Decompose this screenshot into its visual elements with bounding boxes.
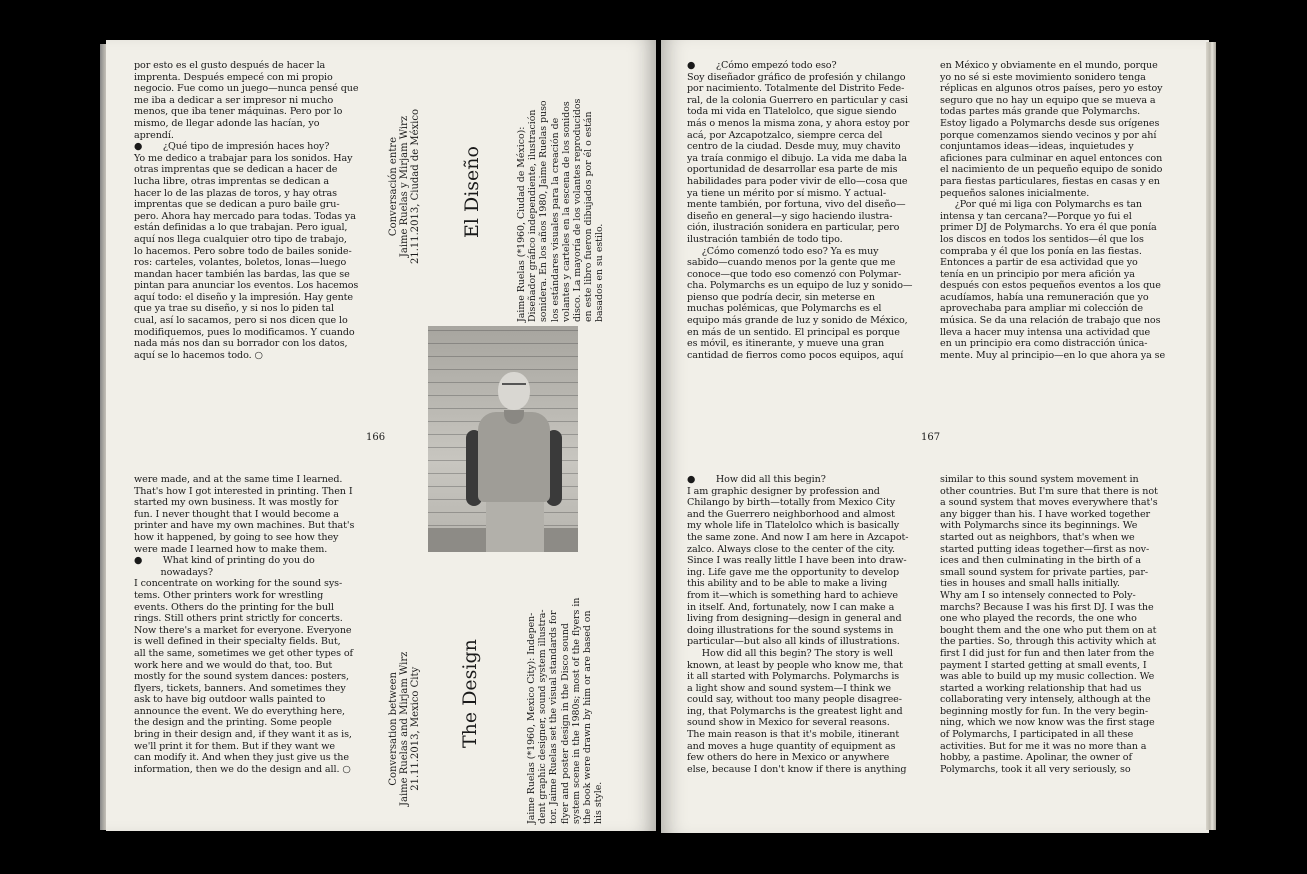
left-page (106, 40, 656, 831)
page-number-left: 166 (366, 432, 386, 443)
spanish-text-column: por esto es el gusto después de hacer la imprenta. Después empecé con mi propio negocio. Fue como un juego—nunca pensé que me iba a dedicar a ser impresor ni mucho menos, que iba tener máquinas. Pero por lo mismo, de llegar adonde las hacían, yo aprendí. ● ¿Qué tipo de impresión haces hoy? Yo me dedico a trabajar para los sonidos. Hay otras imprentas que se dedican a hacer de lucha libre, otras imprentas se dedican a hacer lo de las plazas de toros, y hay otras imprentas que se dedican a puro baile gru- pero. Ahora hay mercado para todas. Todas ya están definidas a lo que trabajan. Pero igual, aquí nos llega cualquier otro tipo de trabajo, lo hacemos. Pero sobre todo de bailes sonide- ros: carteles, volantes, boletos, lonas—luego mandan hacer también las bardas, las que se pintan para anunciar los eventos. Los hacemos aquí todo: el diseño y la impresión. Hay gente que ya trae su diseño, y si nos lo piden tal cual, así lo sacamos, pero si nos dicen que lo modifiquemos, pues lo modificamos. Y cuando nada más nos dan su borrador con los datos, aquí se lo hacemos todo. ○ (134, 60, 359, 361)
spanish-conversation-meta: Conversación entre Jaime Ruelas y Mirjam Wirz 21.11.2013, Ciudad de México (388, 109, 421, 264)
english-column-1: ● How did all this begin? I am graphic designer by profession and Chilango by birth—totally from Mexico City and the Guerrero neighborhood and almost my whole life in Tlatelolco which is basically the same zone. And now I am here in Azcapot- zalco. Always close to the center of the city. Since I was really little I have been into draw- ing. Life gave me the opportunity to develop this ability and to be able to make a living from it—which is something hard to achieve in itself. And, fortunately, now I can make a living from designing—design in general and doing illustrations for the sound systems in particular—but also all kinds of illustrations. How did all this begin? The story is well known, at least by people who know me, that it all started with Polymarchs. Polymarchs is a light show and sound system—I think we could say, without too many people disagree- ing, that Polymarchs is the greatest light and sound show in Mexico for several reasons. The main reason is that it's mobile, itinerant and moves a huge quantity of equipment as few others do here in Mexico or anywhere else, because I don't know if there is anything (687, 474, 909, 775)
english-text-column: were made, and at the same time I learned. That's how I got interested in printing. Then I started my own business. It was mostly for fun. I never thought that I would become a printer and have my own machines. But that's how it happened, by going to see how they were made I learned how to make them. ● What kind of printing do you do nowadays? I concentrate on working for the sound sys- tems. Other printers work for wrestling events. Others do the printing for the bull rings. Still others print strictly for concerts. Now there's a market for everyone. Everyone is well defined in their specialty fields. But, all the same, sometimes we get other types of work here and we would do that, too. But mostly for the sound system dances: posters, flyers, tickets, banners. And sometimes they ask to have big outdoor walls painted to announce the event. We do everything here, the design and the printing. Some people bring in their design and, if they want it as is, we'll print it for them. But if they want we can modify it. And when they just give us the information, then we do the design and all. ○ (134, 474, 355, 775)
spanish-title: El Diseño (461, 146, 483, 238)
english-column-2: similar to this sound system movement in other countries. But I'm sure that there is not a sound system that moves everywhere that's any bigger than his. I have worked together with Polymarchs since its beginnings. We started out as neighbors, that's when we started putting ideas together—first as nov- ices and then culminating in the birth of a small sound system for private parties, par- ties in houses and small halls initially. Why am I so intensely connected to Poly- marchs? Because I was his first DJ. I was the one who played the records, the one who bought them and the one who put them on at the parties. So, through this activity which at first I did just for fun and then later from the payment I started getting at small events, I was able to build up my music collection. We started a working relationship that had us collaborating very intensely, although at the beginning mostly for fun. In the very begin- ning, which we now know was the first stage of Polymarchs, I participated in all these activities. But for me it was no more than a hobby, a pastime. Apolinar, the owner of Polymarchs, took it all very seriously, so (940, 474, 1158, 775)
spanish-column-1: ● ¿Cómo empezó todo eso? Soy diseñador gráfico de profesión y chilango por nacimiento. Totalmente del Distrito Fede- ral, de la colonia Guerrero en particular y casi toda mi vida en Tlatelolco, que sigue siendo más o menos la misma zona, y ahora estoy por acá, por Azcapotzalco, siempre cerca del centro de la ciudad. Desde muy, muy chavito ya traía conmigo el dibujo. La vida me daba la oportunidad de desarrollar esa parte de mis habilidades para poder vivir de ello—cosa que ya tiene un mérito por sí mismo. Y actual- mente también, por fortuna, vivo del diseño— diseño en general—y sigo haciendo ilustra- ción, ilustración sonidera en particular, pero ilustración también de todo tipo. ¿Cómo comenzó todo eso? Ya es muy sabido—cuando menos por la gente que me conoce—que todo eso comenzó con Polymar- cha. Polymarchs es un equipo de luz y sonido— pienso que podría decir, sin meterse en muchas polémicas, que Polymarchs es el equipo más grande de luz y sonido de México, en más de un sentido. El principal es porque es móvil, es itinerante, y mueve una gran cantidad de fierros como pocos equipos, aquí (687, 60, 913, 361)
portrait-photo (428, 326, 578, 552)
right-page-edge (1206, 42, 1216, 830)
english-bio: Jaime Ruelas (*1960, Mexico City): Indepen- dent graphic designer, sound system illustra- tor. Jaime Ruelas set the visual standards for flyer and poster design in the Disco sound system scene in the 1980s; most of the flyers in the book were drawn by him or are based on his style. (526, 597, 605, 824)
spanish-bio: Jaime Ruelas (*1960, Ciudad de México): Diseñador gráfico independiente, ilustración sonidera. En los años 1980, Jaime Ruelas puso los estándares visuales para la creación de volantes y carteles en la escena de los sonidos disco. La mayoría de los volantes reproducidos en este libro fueron dibujados por él o están basados en su estilo. (516, 98, 606, 322)
english-conversation-meta: Conversation between Jaime Ruelas and Mirjam Wirz 21.11.2013, Mexico City (388, 651, 421, 806)
page-number-right: 167 (921, 432, 941, 443)
right-page (661, 40, 1209, 833)
spanish-column-2: en México y obviamente en el mundo, porque yo no sé si este movimiento sonidero tenga réplicas en algunos otros países, pero yo estoy seguro que no hay un equipo que se mueva a todas partes más grande que Polymarchs. Estoy ligado a Polymarchs desde sus orígenes porque comenzamos siendo vecinos y por ahí conjuntamos ideas—ideas, inquietudes y aficiones para culminar en aquel entonces con el nacimiento de un pequeño equipo de sonido para fiestas particulares, fiestas en casas y en pequeños salones inicialmente. ¿Por qué mi liga con Polymarchs es tan intensa y tan cercana?—Porque yo fui el primer DJ de Polymarchs. Yo era él que ponía los discos en todos los sentidos—él que los compraba y él que los ponía en las fiestas. Entonces a partir de esa actividad que yo tenía en un principio por mera afición ya después con estos pequeños eventos a los que acudíamos, había una remuneración que yo aprovechaba para ampliar mi colección de música. Se da una relación de trabajo que nos lleva a hacer muy intensa una actividad que en un principio era como distracción única- mente. Muy al principio—en lo que ahora ya se (940, 60, 1166, 361)
english-title: The Design (459, 639, 481, 748)
